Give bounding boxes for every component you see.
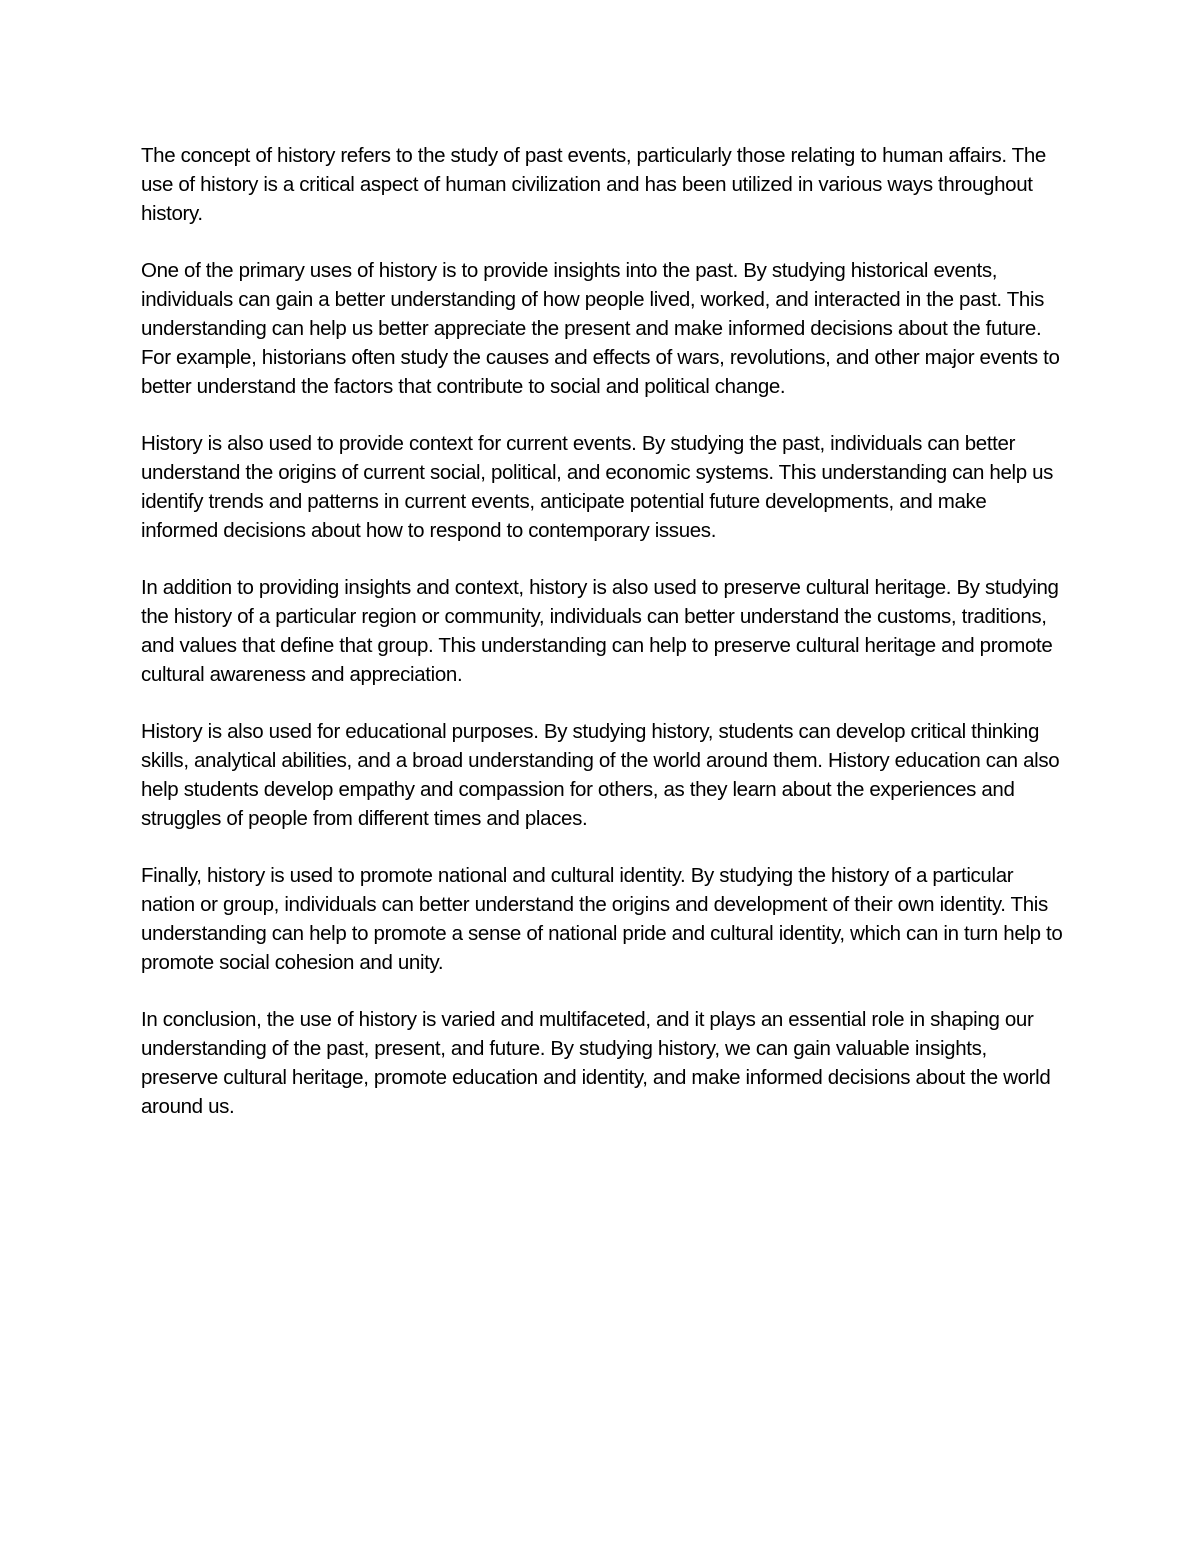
paragraph-conclusion: In conclusion, the use of history is varied and multifaceted, and it plays an essential role in shaping our understanding of the past, present, and future. By studying history, we can gain valuable insights, preserve cultural heritage, promote education and identity, and make informed decisions about the world around us.	[141, 1008, 1051, 1118]
paragraph-identity: Finally, history is used to promote national and cultural identity. By studying the history of a particular nation or group, individuals can better understand the origins and development of their own identity. This understanding can help to promote a sense of national pride and cultural identity, which can in turn help to promote social cohesion and unity.	[141, 864, 1063, 974]
document-body	[141, 141, 1065, 1149]
paragraph-insights: One of the primary uses of history is to provide insights into the past. By studying historical events, individuals can gain a better understanding of how people lived, worked, and interacted in the past. This understanding can help us better appreciate the present and make informed decisions about the future. For example, historians often study the causes and effects of wars, revolutions, and other major events to better understand the factors that contribute to social and political change.	[141, 259, 1060, 398]
paragraph-intro: The concept of history refers to the study of past events, particularly those relating to human affairs. The use of history is a critical aspect of human civilization and has been utilized in various ways throughout history.	[141, 144, 1046, 225]
paragraph-heritage: In addition to providing insights and context, history is also used to preserve cultural heritage. By studying the history of a particular region or community, individuals can better understand the customs, traditions, and values that define that group. This understanding can help to preserve cultural heritage and promote cultural awareness and appreciation.	[141, 576, 1059, 686]
paragraph-context: History is also used to provide context for current events. By studying the past, individuals can better understand the origins of current social, political, and economic systems. This understanding can help us identify trends and patterns in current events, anticipate potential future developments, and make informed decisions about how to respond to contemporary issues.	[141, 432, 1054, 542]
paragraph-education: History is also used for educational purposes. By studying history, students can develop critical thinking skills, analytical abilities, and a broad understanding of the world around them. History education can also help students develop empathy and compassion for others, as they learn about the experiences and struggles of people from different times and places.	[141, 720, 1060, 830]
